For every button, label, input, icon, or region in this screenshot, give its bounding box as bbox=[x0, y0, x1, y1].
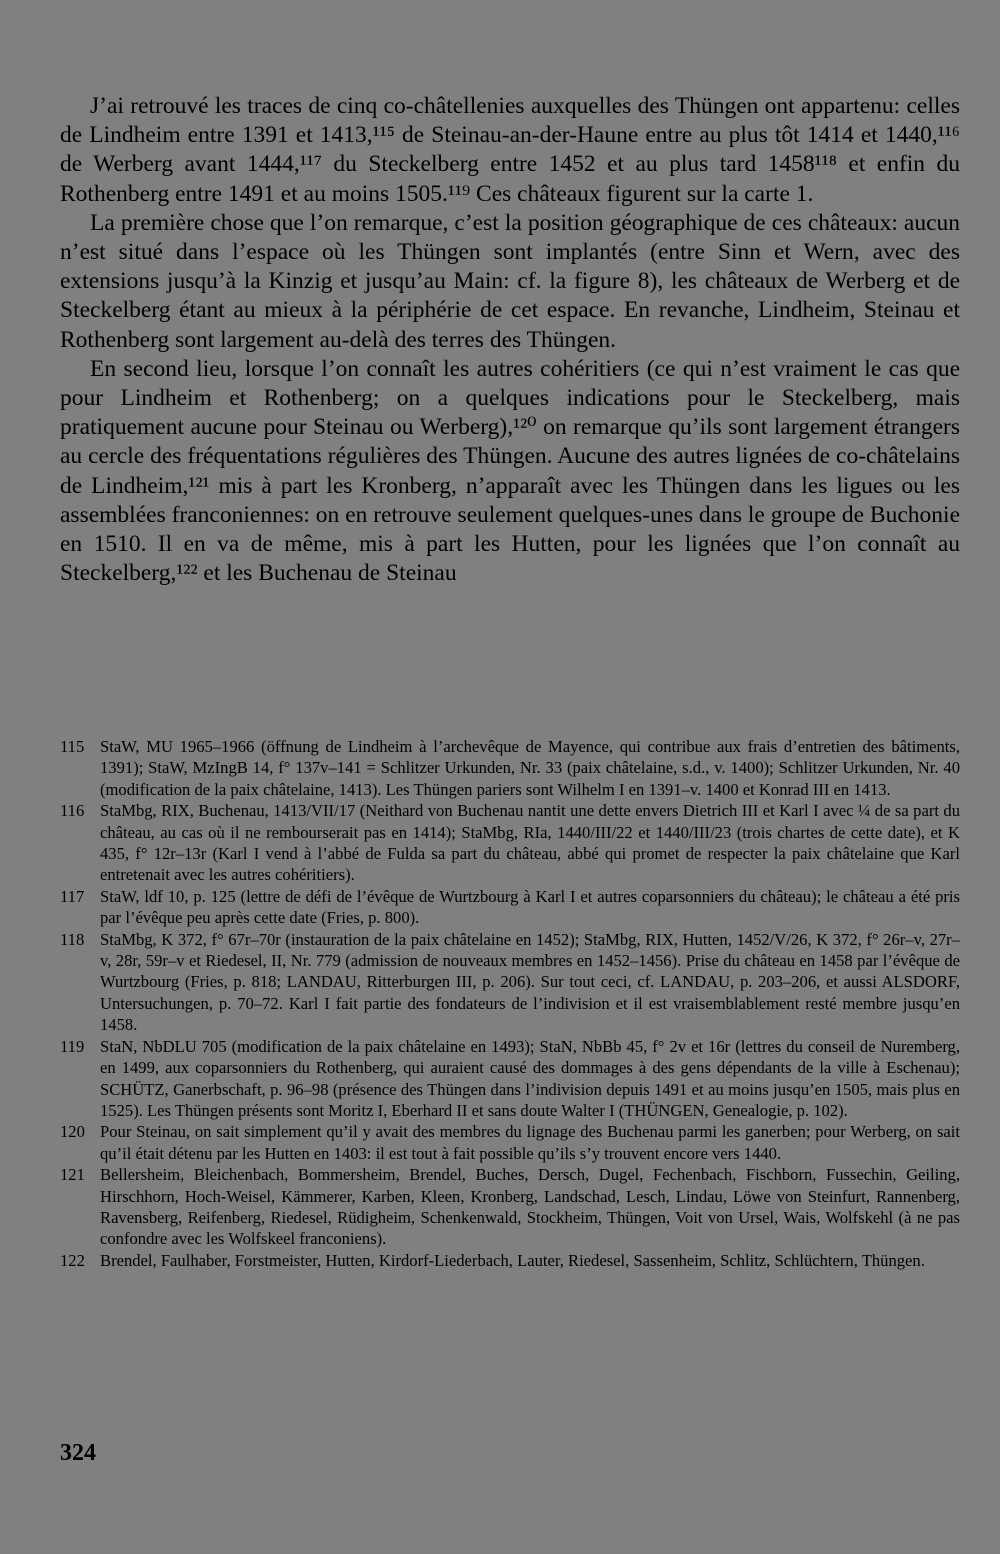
footnote-number: 119 bbox=[60, 1036, 85, 1056]
footnote-119 bbox=[60, 1036, 960, 1122]
paragraph-2: La première chose que l’on remarque, c’est la position géographique de ces châteaux: aucun n’est situé dans l’espace où les Thüngen sont implantés (entre Sinn et Wern, avec des extensions jusqu’à la Kinzig et jusqu’au Main: cf. la figure 8), les châteaux de Werberg et de Steckelberg étant au mieux à la périphérie de cet espace. En revanche, Lindheim, Steinau et Rothenberg sont largement au-delà des terres des Thüngen. bbox=[60, 209, 960, 353]
footnote-number: 118 bbox=[60, 929, 85, 949]
paragraph-1: J’ai retrouvé les traces de cinq co-châtellenies auxquelles des Thüngen ont appartenu: celles de Lindheim entre 1391 et 1413,¹¹⁵ de Steinau-an-der-Haune entre au plus tôt 1414 et 1440,¹¹⁶ de Werberg avant 1444,¹¹⁷ du Steckelberg entre 1452 et au plus tard 1458¹¹⁸ et enfin du Rothenberg entre 1491 et au moins 1505.¹¹⁹ Ces châteaux figurent sur la carte 1. bbox=[60, 93, 960, 207]
footnote-number: 122 bbox=[60, 1250, 85, 1270]
footnote-text: StaW, ldf 10, p. 125 (lettre de défi de l’évêque de Wurtzbourg à Karl I et autres coparsonniers du château); le château a été pris par l’évêque peu après cette date (Fries, p. 800). bbox=[100, 886, 960, 928]
footnote-116 bbox=[60, 800, 960, 886]
footnote-text: StaN, NbDLU 705 (modification de la paix châtelaine en 1493); StaN, NbBb 45, f° 2v et 16r (lettres du conseil de Nuremberg, en 1499, aux coparsonniers du Rothenberg, qui auraient causé des dommages à des gens dépendants de la ville à Eschenau); SCHÜTZ, Ganerbschaft, p. 96–98 (présence des Thüngen dans l’indivision depuis 1491 et au moins jusqu’en 1505, mais plus en 1525). Les Thüngen présents sont Moritz I, Eberhard II et sans doute Walter I (THÜNGEN, Genealogie, p. 102). bbox=[100, 1036, 960, 1120]
footnote-text: StaMbg, K 372, f° 67r–70r (instauration de la paix châtelaine en 1452); StaMbg, RIX, Hutten, 1452/V/26, K 372, f° 26r–v, 27r–v, 28r, 59r–v et Riedesel, II, Nr. 779 (admission de nouveaux membres en 1452–1456). Prise du château en 1458 par l’évêque de Wurtzbourg (Fries, p. 818; LANDAU, Ritterburgen III, p. 206). Sur tout ceci, cf. LANDAU, p. 203–206, et aussi ALSDORF, Untersuchungen, p. 70–72. Karl I fait partie des fondateurs de l’indivision et il est vraisemblablement resté membre jusqu’en 1458. bbox=[100, 929, 960, 1035]
footnote-number: 120 bbox=[60, 1122, 85, 1142]
footnote-number: 115 bbox=[60, 737, 85, 756]
footnote-text: Bellersheim, Bleichenbach, Bommersheim, Brendel, Buches, Dersch, Dugel, Fechenbach, Fischborn, Fussechin, Geiling, Hirschhorn, Hoch-Weisel, Kämmerer, Karben, Kleen, Kronberg, Landschad, Lesch, Lindau, Löwe von Steinfurt, Rannenberg, Ravensberg, Reifenberg, Riedesel, Rüdigheim, Schenkenwald, Stockheim, Thüngen, Voit von Ursel, Wais, Wolfskehl (à ne pas confondre avec les Wolfskeel franconiens). bbox=[100, 1165, 960, 1249]
footnote-117 bbox=[60, 886, 960, 929]
main-text bbox=[60, 92, 960, 588]
footnote-118 bbox=[60, 929, 960, 1036]
footnote-text: Pour Steinau, on sait simplement qu’il y avait des membres du lignage des Buchenau parmi les ganerben; pour Werberg, on sait qu’il était détenu par les Hutten en 1403: il est tout à fait possible qu’ils s’y trouvent encore vers 1440. bbox=[100, 1122, 960, 1163]
footnote-121 bbox=[60, 1164, 960, 1250]
footnote-number: 116 bbox=[60, 801, 85, 821]
footnote-122 bbox=[60, 1250, 960, 1271]
footnote-number: 121 bbox=[60, 1165, 85, 1185]
footnote-text: StaW, MU 1965–1966 (öffnung de Lindheim à l’archevêque de Mayence, qui contribue aux frais d’entretien des bâtiments, 1391); StaW, MzIngB 14, f° 137v–141 = Schlitzer Urkunden, Nr. 33 (paix châtelaine, s.d., v. 1400); Schlitzer Urkunden, Nr. 40 (modification de la paix châtelaine, 1413). Les Thüngen pariers sont Wilhelm I en 1391–v. 1400 et Konrad III en 1413. bbox=[100, 737, 960, 799]
footnote-number: 117 bbox=[60, 886, 85, 906]
page-number: 324 bbox=[60, 1440, 96, 1466]
footnote-120 bbox=[60, 1121, 960, 1164]
footnote-text: StaMbg, RIX, Buchenau, 1413/VII/17 (Neithard von Buchenau nantit une dette envers Dietrich III et Karl I avec ¼ de sa part du château, au cas où il ne rembourserait pas en 1414); StaMbg, RIa, 1440/III/22 et 1440/III/23 (trois chartes de cette date), et K 435, f° 12r–13r (Karl I vend à l’abbé de Fulda sa part du château, abbé qui promet de respecter la paix châtelaine que Karl entretenait avec les autres cohéritiers). bbox=[100, 801, 960, 885]
footnote-115 bbox=[60, 736, 960, 800]
footnotes bbox=[60, 736, 960, 1271]
paragraph-3: En second lieu, lorsque l’on connaît les autres cohéritiers (ce qui n’est vraiment le cas que pour Lindheim et Rothenberg; on a quelques indications pour le Steckelberg, mais pratiquement aucune pour Steinau ou Werberg),¹²⁰ on remarque qu’ils sont largement étrangers au cercle des fréquentations régulières des Thüngen. Aucune des autres lignées de co-châtelains de Lindheim,¹²¹ mis à part les Kronberg, n’apparaît avec les Thüngen dans les ligues ou les assemblées franconiennes: on en retrouve seulement quelques-unes dans le groupe de Buchonie en 1510. Il en va de même, mis à part les Hutten, pour les lignées que l’on connaît au Steckelberg,¹²² et les Buchenau de Steinau bbox=[60, 355, 960, 587]
footnote-text: Brendel, Faulhaber, Forstmeister, Hutten, Kirdorf-Liederbach, Lauter, Riedesel, Sassenheim, Schlitz, Schlüchtern, Thüngen. bbox=[100, 1250, 925, 1270]
